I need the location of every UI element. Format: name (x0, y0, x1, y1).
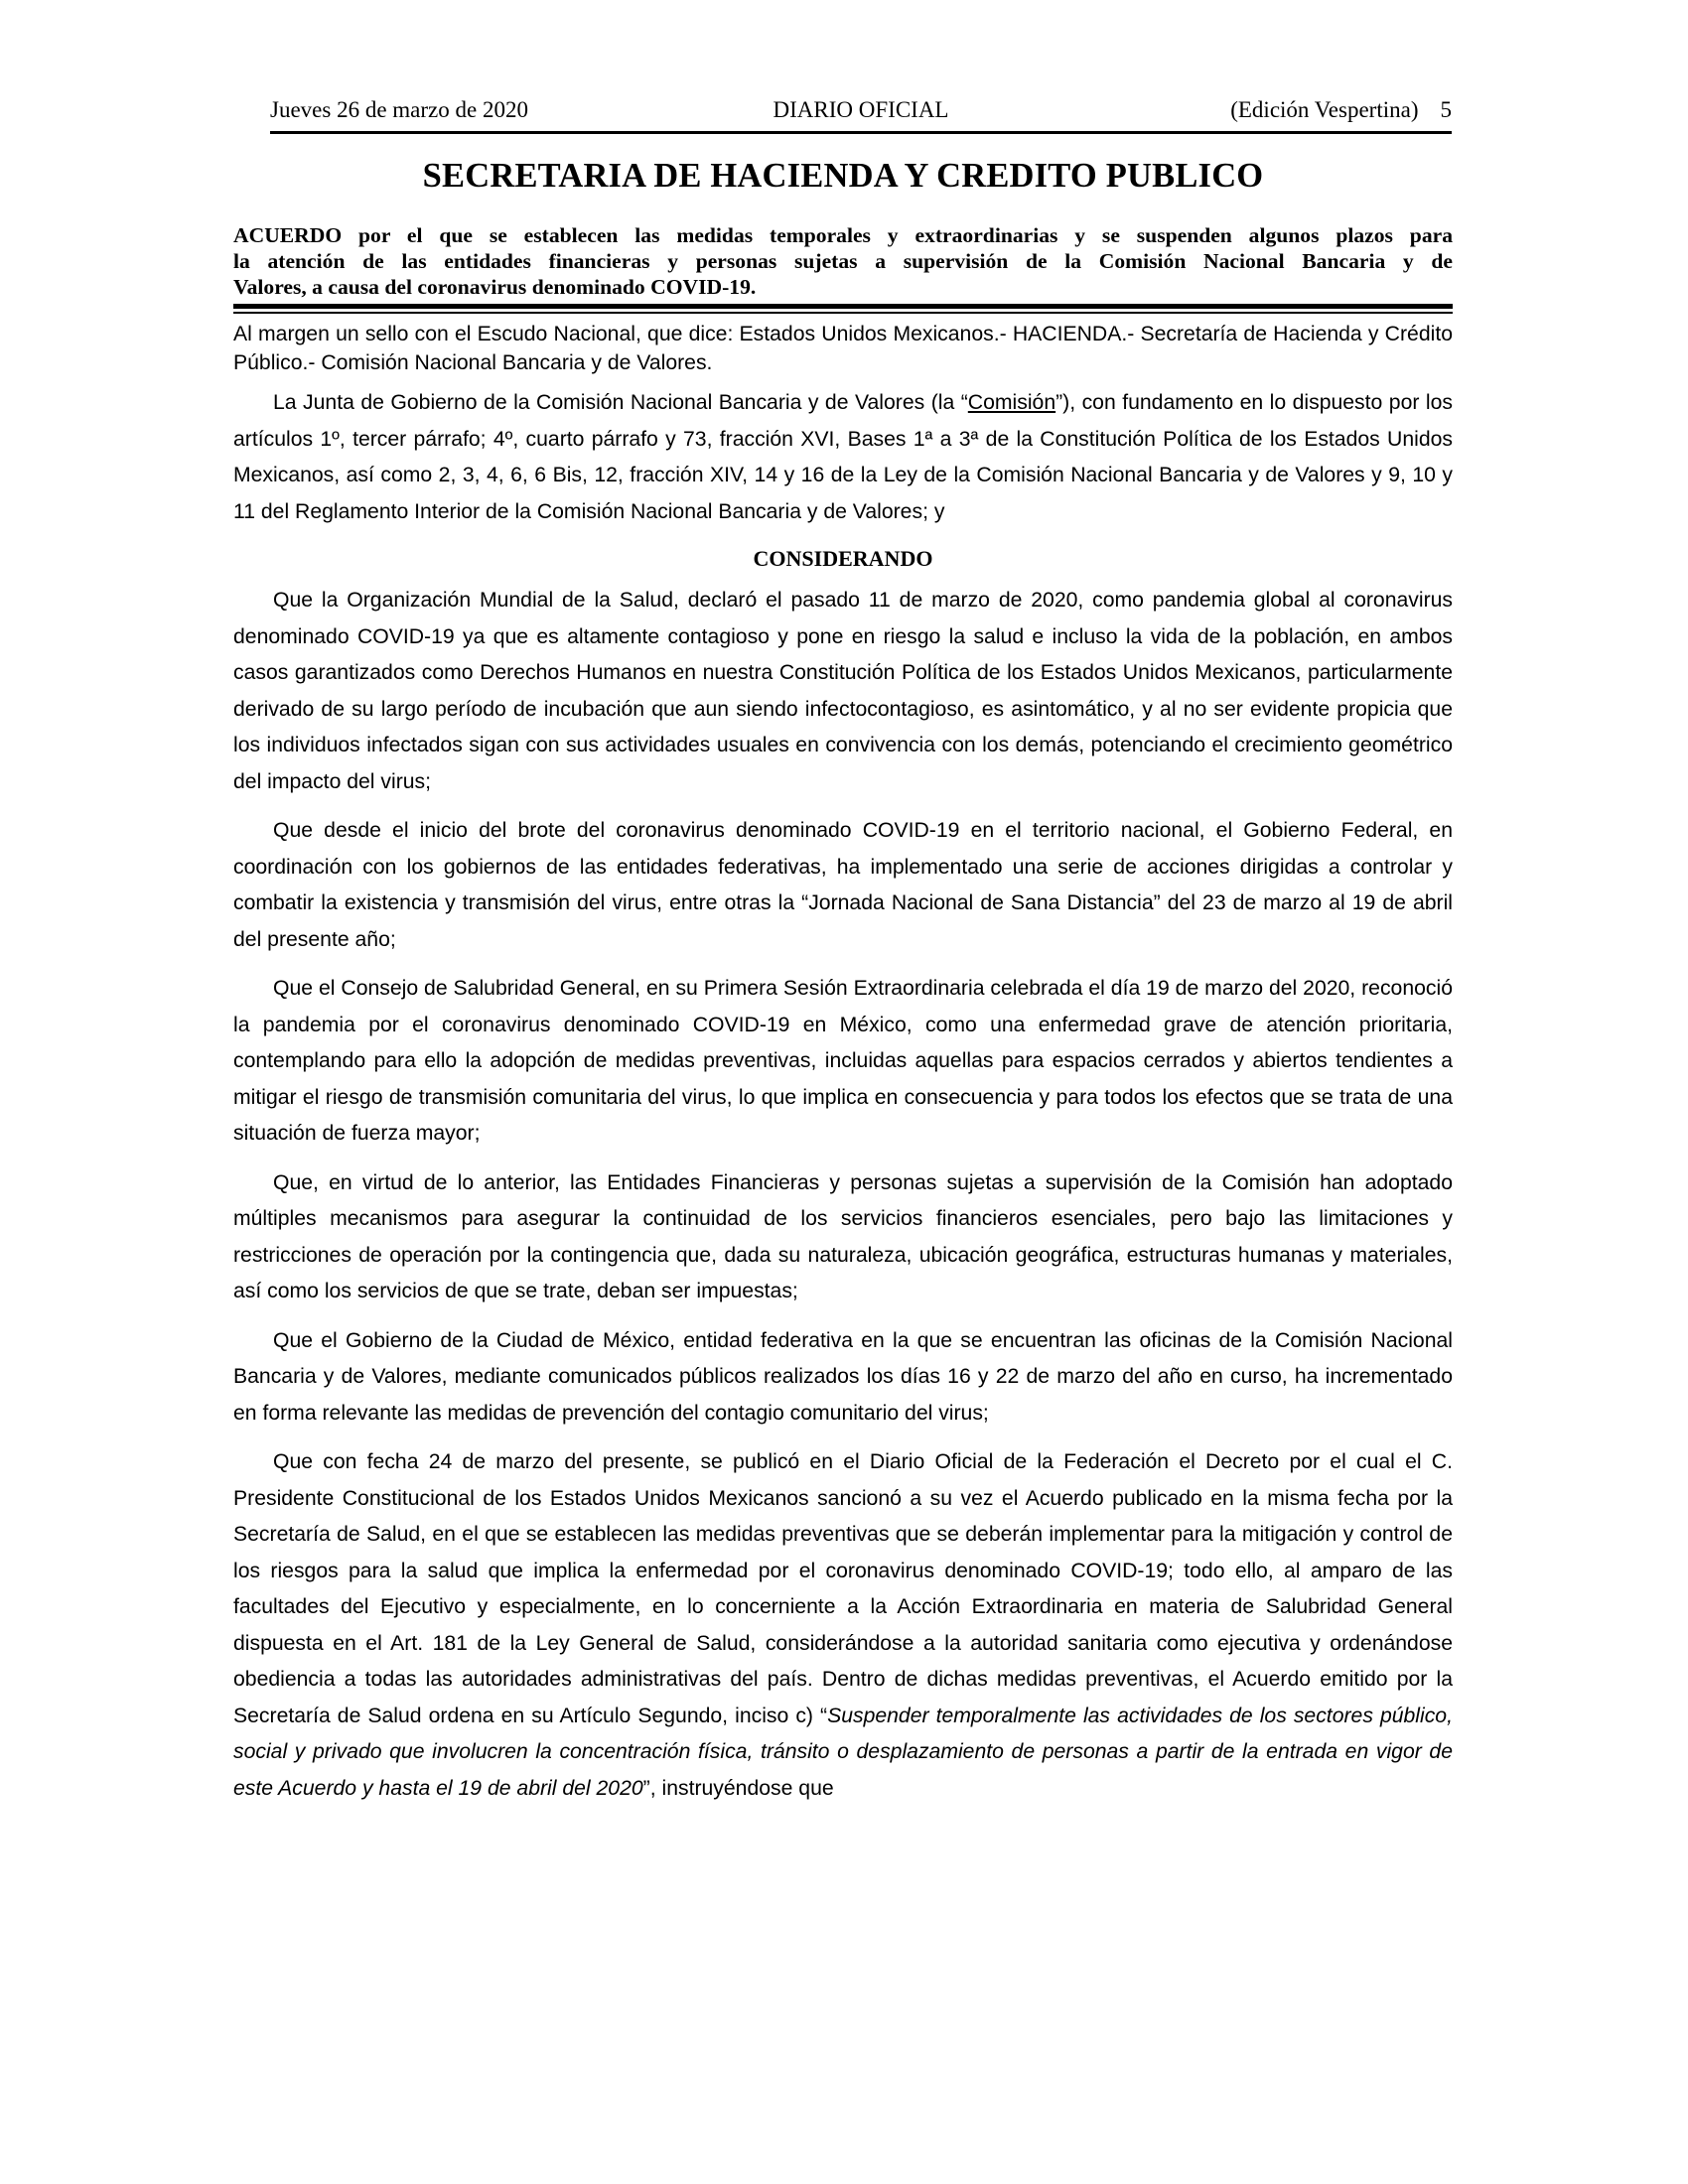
header-edition: (Edición Vespertina) (1230, 97, 1419, 122)
running-header (270, 97, 1452, 134)
defined-term: Comisión (967, 391, 1056, 414)
intro-paragraph (233, 385, 1453, 530)
title-rule-thin (233, 312, 1453, 314)
quoted-measure: Suspender temporalmente las actividades de los sectores público, social y privado que involucren la concentración física, tránsito o desplazamiento de personas a partir de la entrada en vigor de este Acuerdo y hasta el 19 de abril del 2020 (233, 1704, 1453, 1800)
last-paragraph-continuation: ”, instruyéndose que (642, 1776, 834, 1800)
considerando-paragraph: Que, en virtud de lo anterior, las Entidades Financieras y personas sujetas a supervisión de la Comisión han adoptado múltiples mecanismos para asegurar la continuidad de los servicios financieros esenciales, pero bajo las limitaciones y restricciones de operación por la contingencia que, dada su naturaleza, ubicación geográfica, estructuras humanas y materiales, así como los servicios de que se trate, deban ser impuestas; (233, 1170, 1453, 1302)
last-paragraph-text: Que con fecha 24 de marzo del presente, se publicó en el Diario Oficial de la Federación el Decreto por el cual el C. Presidente Constitucional de los Estados Unidos Mexicanos sancionó a su vez el Acuerdo publicado en la misma fecha por la Secretaría de Salud, en el que se establecen las medidas preventivas que se deberán implementar para la mitigación y control de los riesgos para la salud que implica la enfermedad por el coronavirus denominado COVID-19; todo ello, al amparo de las facultades del Ejecutivo y especialmente, en lo concerniente a la Acción Extraordinaria en materia de Salubridad General dispuesta en el Art. 181 de la Ley General de Salud, considerándose a la autoridad sanitaria como ejecutiva y ordenándose obediencia a todas las autoridades administrativas del país. Dentro de dichas medidas preventivas, el Acuerdo emitido por la Secretaría de Salud ordena en su Artículo Segundo, inciso c) “ (233, 1450, 1453, 1727)
considerando-heading: CONSIDERANDO (753, 546, 933, 571)
title-rule-thick (233, 304, 1453, 309)
considerando-paragraph: Que la Organización Mundial de la Salud, declaró el pasado 11 de marzo de 2020, como pandemia global al coronavirus denominado COVID-19 ya que es altamente contagioso y pone en riesgo la salud e incluso la vida de la población, en ambos casos garantizados como Derechos Humanos en nuestra Constitución Política de los Estados Unidos Mexicanos, particularmente derivado de su largo período de incubación que aun siendo infectocontagioso, es asintomático, y al no ser evidente propicia que los individuos infectados sigan con sus actividades usuales en convivencia con los demás, potenciando el crecimiento geométrico del impacto del virus; (233, 589, 1453, 793)
intro-text-before: La Junta de Gobierno de la Comisión Nacional Bancaria y de Valores (la “ (273, 391, 968, 414)
decree-title (233, 222, 1453, 300)
decree-title-line: la atención de las entidades financieras y personas sujetas a supervisión de la Comisión Nacional Bancaria y de (233, 249, 1453, 273)
page-number: 5 (1440, 97, 1452, 122)
header-right (1230, 97, 1452, 123)
header-publication: DIARIO OFICIAL (773, 97, 949, 122)
margin-note: Al margen un sello con el Escudo Nacional, que dice: Estados Unidos Mexicanos.- HACIENDA.- Secretaría de Hacienda y Crédito Público.- Comisión Nacional Bancaria y de Valores. (233, 323, 1453, 374)
considerando-paragraph: Que el Consejo de Salubridad General, en su Primera Sesión Extraordinaria celebrada el día 19 de marzo del 2020, reconoció la pandemia por el coronavirus denominado COVID-19 en México, como una enfermedad grave de atención prioritaria, contemplando para ello la adopción de medidas preventivas, incluidas aquellas para espacios cerrados y abiertos tendientes a mitigar el riesgo de transmisión comunitaria del virus, lo que implica en consecuencia y para todos los efectos que se trata de una situación de fuerza mayor; (233, 977, 1453, 1145)
considerando-paragraph (233, 1444, 1453, 1807)
decree-title-line: Valores, a causa del coronavirus denominado COVID-19. (233, 275, 757, 299)
considerando-paragraph: Que el Gobierno de la Ciudad de México, entidad federativa en la que se encuentran las oficinas de la Comisión Nacional Bancaria y de Valores, mediante comunicados públicos realizados los días 16 y 22 de marzo del año en curso, ha incrementado en forma relevante las medidas de prevención del contagio comunitario del virus; (233, 1328, 1453, 1425)
considerando-paragraph: Que desde el inicio del brote del coronavirus denominado COVID-19 en el territorio nacional, el Gobierno Federal, en coordinación con los gobiernos de las entidades federativas, ha implementado una serie de acciones dirigidas a controlar y combatir la existencia y transmisión del virus, entre otras la “Jornada Nacional de Sana Distancia” del 23 de marzo al 19 de abril del presente año; (233, 819, 1453, 951)
document-body (233, 320, 1453, 1820)
intro-text-after: ”), con fundamento en lo dispuesto por los artículos 1º, tercer párrafo; 4º, cuarto párrafo y 73, fracción XVI, Bases 1ª a 3ª de la Constitución Política de los Estados Unidos Mexicanos, así como 2, 3, 4, 6, 6 Bis, 12, fracción XIV, 14 y 16 de la Ley de la Comisión Nacional Bancaria y de Valores y 9, 10 y 11 del Reglamento Interior de la Comisión Nacional Bancaria y de Valores; y (233, 391, 1453, 523)
decree-title-line: ACUERDO por el que se establecen las medidas temporales y extraordinarias y se suspenden algunos plazos para (233, 223, 1453, 247)
section-title: SECRETARIA DE HACIENDA Y CREDITO PUBLICO (422, 157, 1264, 195)
header-date: Jueves 26 de marzo de 2020 (270, 97, 528, 122)
